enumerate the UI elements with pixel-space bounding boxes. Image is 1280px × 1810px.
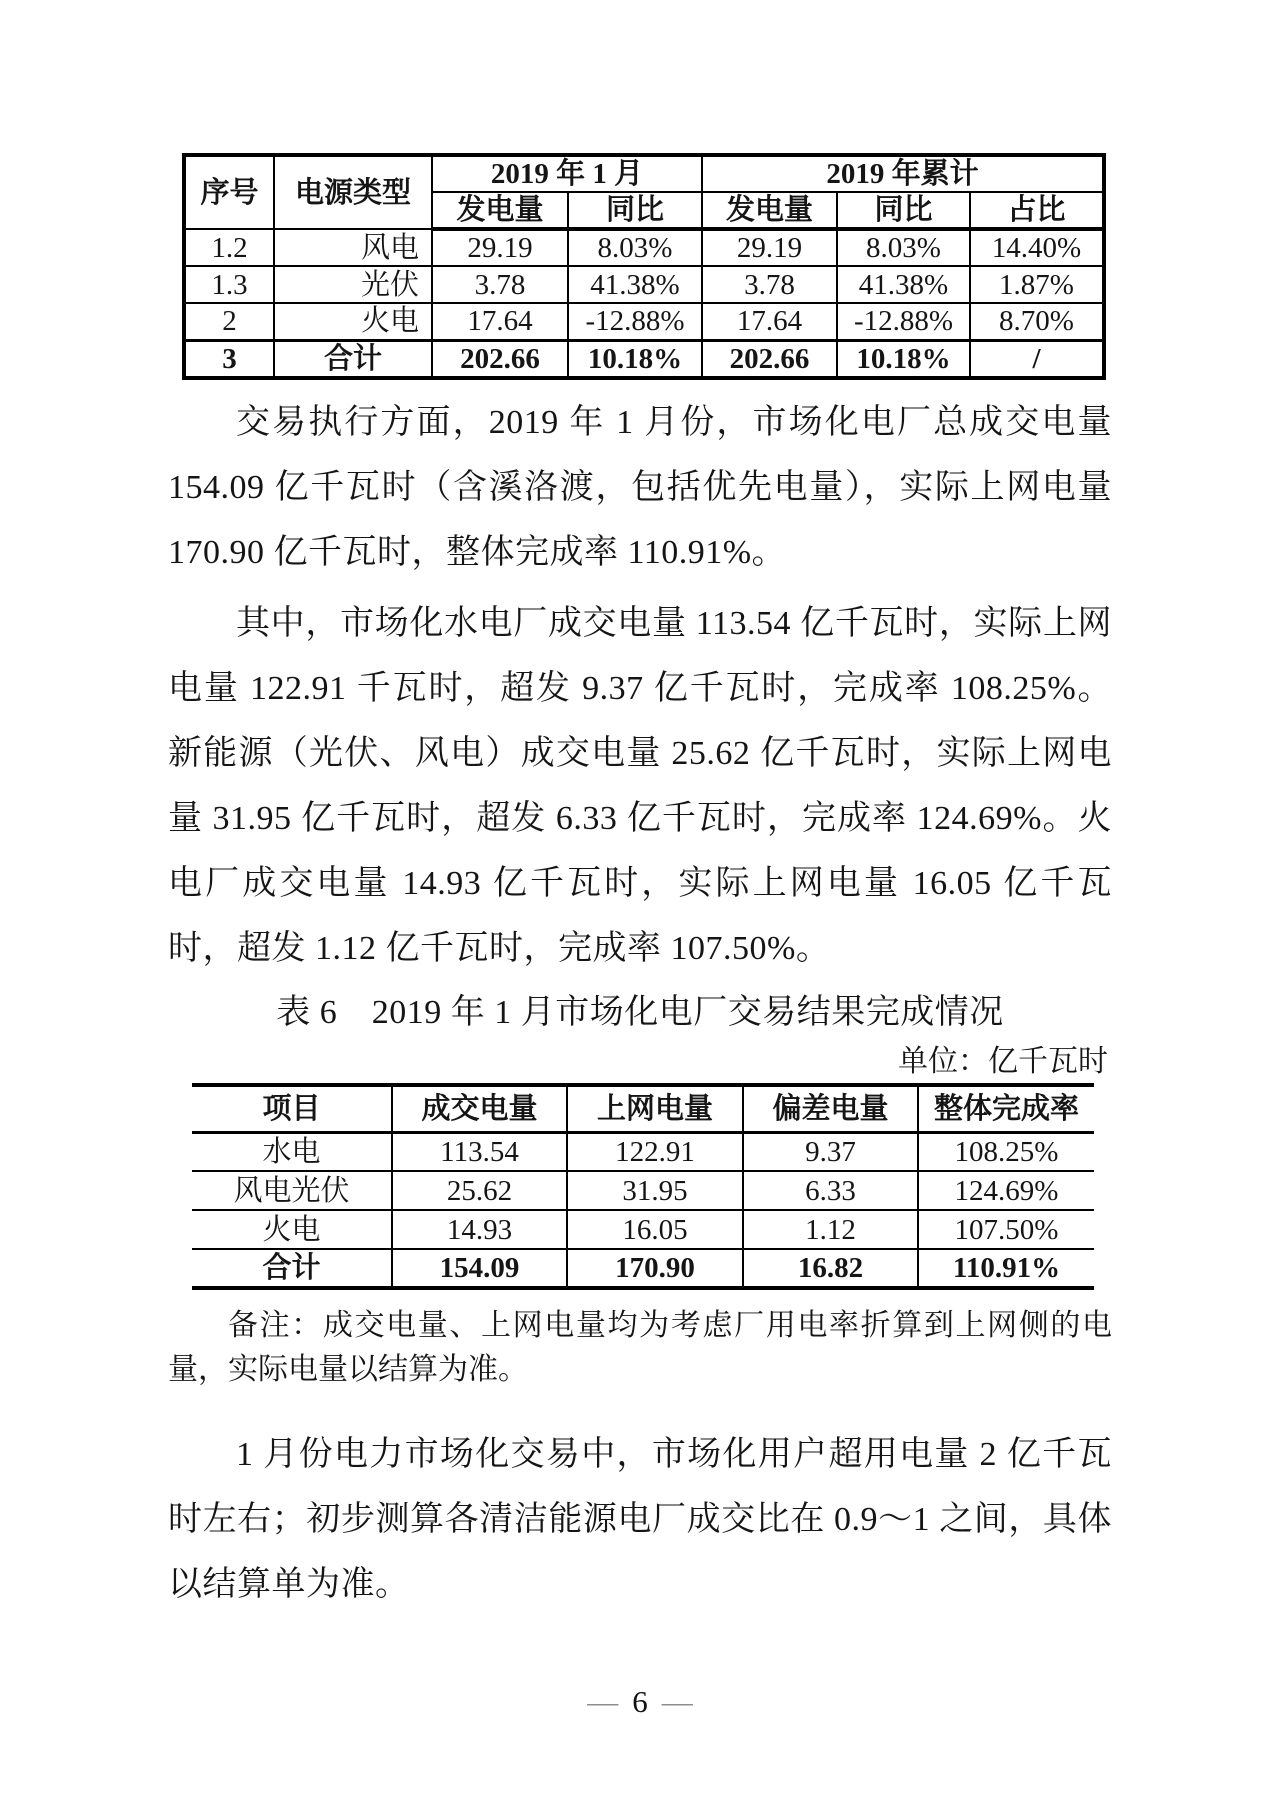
table-cell: 9.37 [743, 1132, 918, 1171]
table-cell: 8.03% [837, 229, 970, 266]
table-row-total [192, 1249, 1094, 1288]
table-cell: 25.62 [392, 1171, 567, 1210]
table-row-wind [184, 229, 1104, 266]
header-completion-rate: 整体完成率 [918, 1085, 1094, 1133]
table-row-thermal [184, 303, 1104, 340]
table-cell: 31.95 [567, 1171, 743, 1210]
table-cell: 14.93 [392, 1210, 567, 1249]
table-cell: 110.91% [918, 1249, 1094, 1288]
header-deviation-volume: 偏差电量 [743, 1085, 918, 1133]
table-cell: 29.19 [432, 229, 568, 266]
table-cell: 10.18% [837, 340, 970, 378]
header-2019-cumulative-group: 2019 年累计 [702, 155, 1104, 192]
table-cell: 122.91 [567, 1132, 743, 1171]
header-generation-month: 发电量 [432, 192, 568, 229]
table-cell: 光伏 [274, 266, 432, 303]
table-cell: 合计 [192, 1249, 392, 1288]
table-cell: 170.90 [567, 1249, 743, 1288]
table-cell: 41.38% [568, 266, 702, 303]
footer-dash-left: — [587, 1684, 619, 1719]
table-cell: 108.25% [918, 1132, 1094, 1171]
completion-table [192, 1083, 1094, 1291]
table-cell: 14.40% [970, 229, 1104, 266]
table-cell: 107.50% [918, 1210, 1094, 1249]
table-header-row-groups [184, 155, 1104, 192]
header-item: 项目 [192, 1085, 392, 1133]
header-generation-cumulative: 发电量 [702, 192, 837, 229]
table-cell: -12.88% [837, 303, 970, 340]
table-cell: 1.12 [743, 1210, 918, 1249]
table-cell: 113.54 [392, 1132, 567, 1171]
table-cell: -12.88% [568, 303, 702, 340]
para-january-trading: 1 月份电力市场化交易中，市场化用户超用电量 2 亿千瓦时左右；初步测算各清洁能源电厂成交比在 0.9～1 之间，具体以结算单为准。 [168, 1436, 1112, 1603]
table-cell: 6.33 [743, 1171, 918, 1210]
table-cell: 风电光伏 [192, 1171, 392, 1210]
table-cell: 8.70% [970, 303, 1104, 340]
table-cell: 41.38% [837, 266, 970, 303]
table-cell: 1.2 [184, 229, 274, 266]
table-cell: 8.03% [568, 229, 702, 266]
para-trade-execution: 交易执行方面，2019 年 1 月份，市场化电厂总成交电量 154.09 亿千瓦时（含溪洛渡，包括优先电量），实际上网电量 170.90 亿千瓦时，整体完成率 110.91%。 [168, 403, 1112, 571]
generation-table [182, 153, 1106, 380]
header-source-type: 电源类型 [274, 155, 432, 229]
table-cell: / [970, 340, 1104, 378]
header-ongrid-volume: 上网电量 [567, 1085, 743, 1133]
table-cell: 2 [184, 303, 274, 340]
table-cell: 17.64 [432, 303, 568, 340]
header-yoy-month: 同比 [568, 192, 702, 229]
table-cell: 水电 [192, 1132, 392, 1171]
table-cell: 3.78 [702, 266, 837, 303]
page-content [168, 153, 1112, 1617]
completion-header-row [192, 1085, 1094, 1133]
table-row-thermal [192, 1210, 1094, 1249]
table-cell: 124.69% [918, 1171, 1094, 1210]
table-cell: 29.19 [702, 229, 837, 266]
table-cell: 3.78 [432, 266, 568, 303]
table-cell: 16.05 [567, 1210, 743, 1249]
table-cell: 风电 [274, 229, 432, 266]
table-cell: 17.64 [702, 303, 837, 340]
table-cell: 154.09 [392, 1249, 567, 1288]
footer-dash-right: — [661, 1684, 693, 1719]
table-cell: 1.87% [970, 266, 1104, 303]
header-yoy-cumulative: 同比 [837, 192, 970, 229]
table6-caption: 表 6 2019 年 1 月市场化电厂交易结果完成情况 [276, 993, 1004, 1031]
table-cell: 16.82 [743, 1249, 918, 1288]
table-cell: 火电 [192, 1210, 392, 1249]
para-plant-breakdown: 其中，市场化水电厂成交电量 113.54 亿千瓦时，实际上网电量 122.91 千瓦时，超发 9.37 亿千瓦时，完成率 108.25%。新能源（光伏、风电）成交电量 25.62 亿千瓦时，实际上网电量 31.95 亿千瓦时，超发 6.33 亿千瓦时，完成率 124.69%。火电厂成交电量 14.93 亿千瓦时，实际上网电量 16.05 亿千瓦时，超发 1.12 亿千瓦时，完成率 107.50%。 [168, 604, 1112, 967]
header-traded-volume: 成交电量 [392, 1085, 567, 1133]
table-cell: 202.66 [702, 340, 837, 378]
table-cell: 3 [184, 340, 274, 378]
table-row-wind-solar [192, 1171, 1094, 1210]
table-cell: 合计 [274, 340, 432, 378]
table-cell: 1.3 [184, 266, 274, 303]
note-text: 备注：成交电量、上网电量均为考虑厂用电率折算到上网侧的电量，实际电量以结算为准。 [168, 1309, 1112, 1386]
table-cell: 202.66 [432, 340, 568, 378]
table-cell: 10.18% [568, 340, 702, 378]
table-row-solar [184, 266, 1104, 303]
header-seq: 序号 [184, 155, 274, 229]
header-share: 占比 [970, 192, 1104, 229]
page-number: 6 [632, 1684, 648, 1719]
header-2019-jan-group: 2019 年 1 月 [432, 155, 702, 192]
page-number-footer [0, 1682, 1280, 1722]
table-row-hydro [192, 1132, 1094, 1171]
table-cell: 火电 [274, 303, 432, 340]
table-row-total [184, 340, 1104, 378]
table6-unit: 单位：亿千瓦时 [898, 1044, 1108, 1078]
